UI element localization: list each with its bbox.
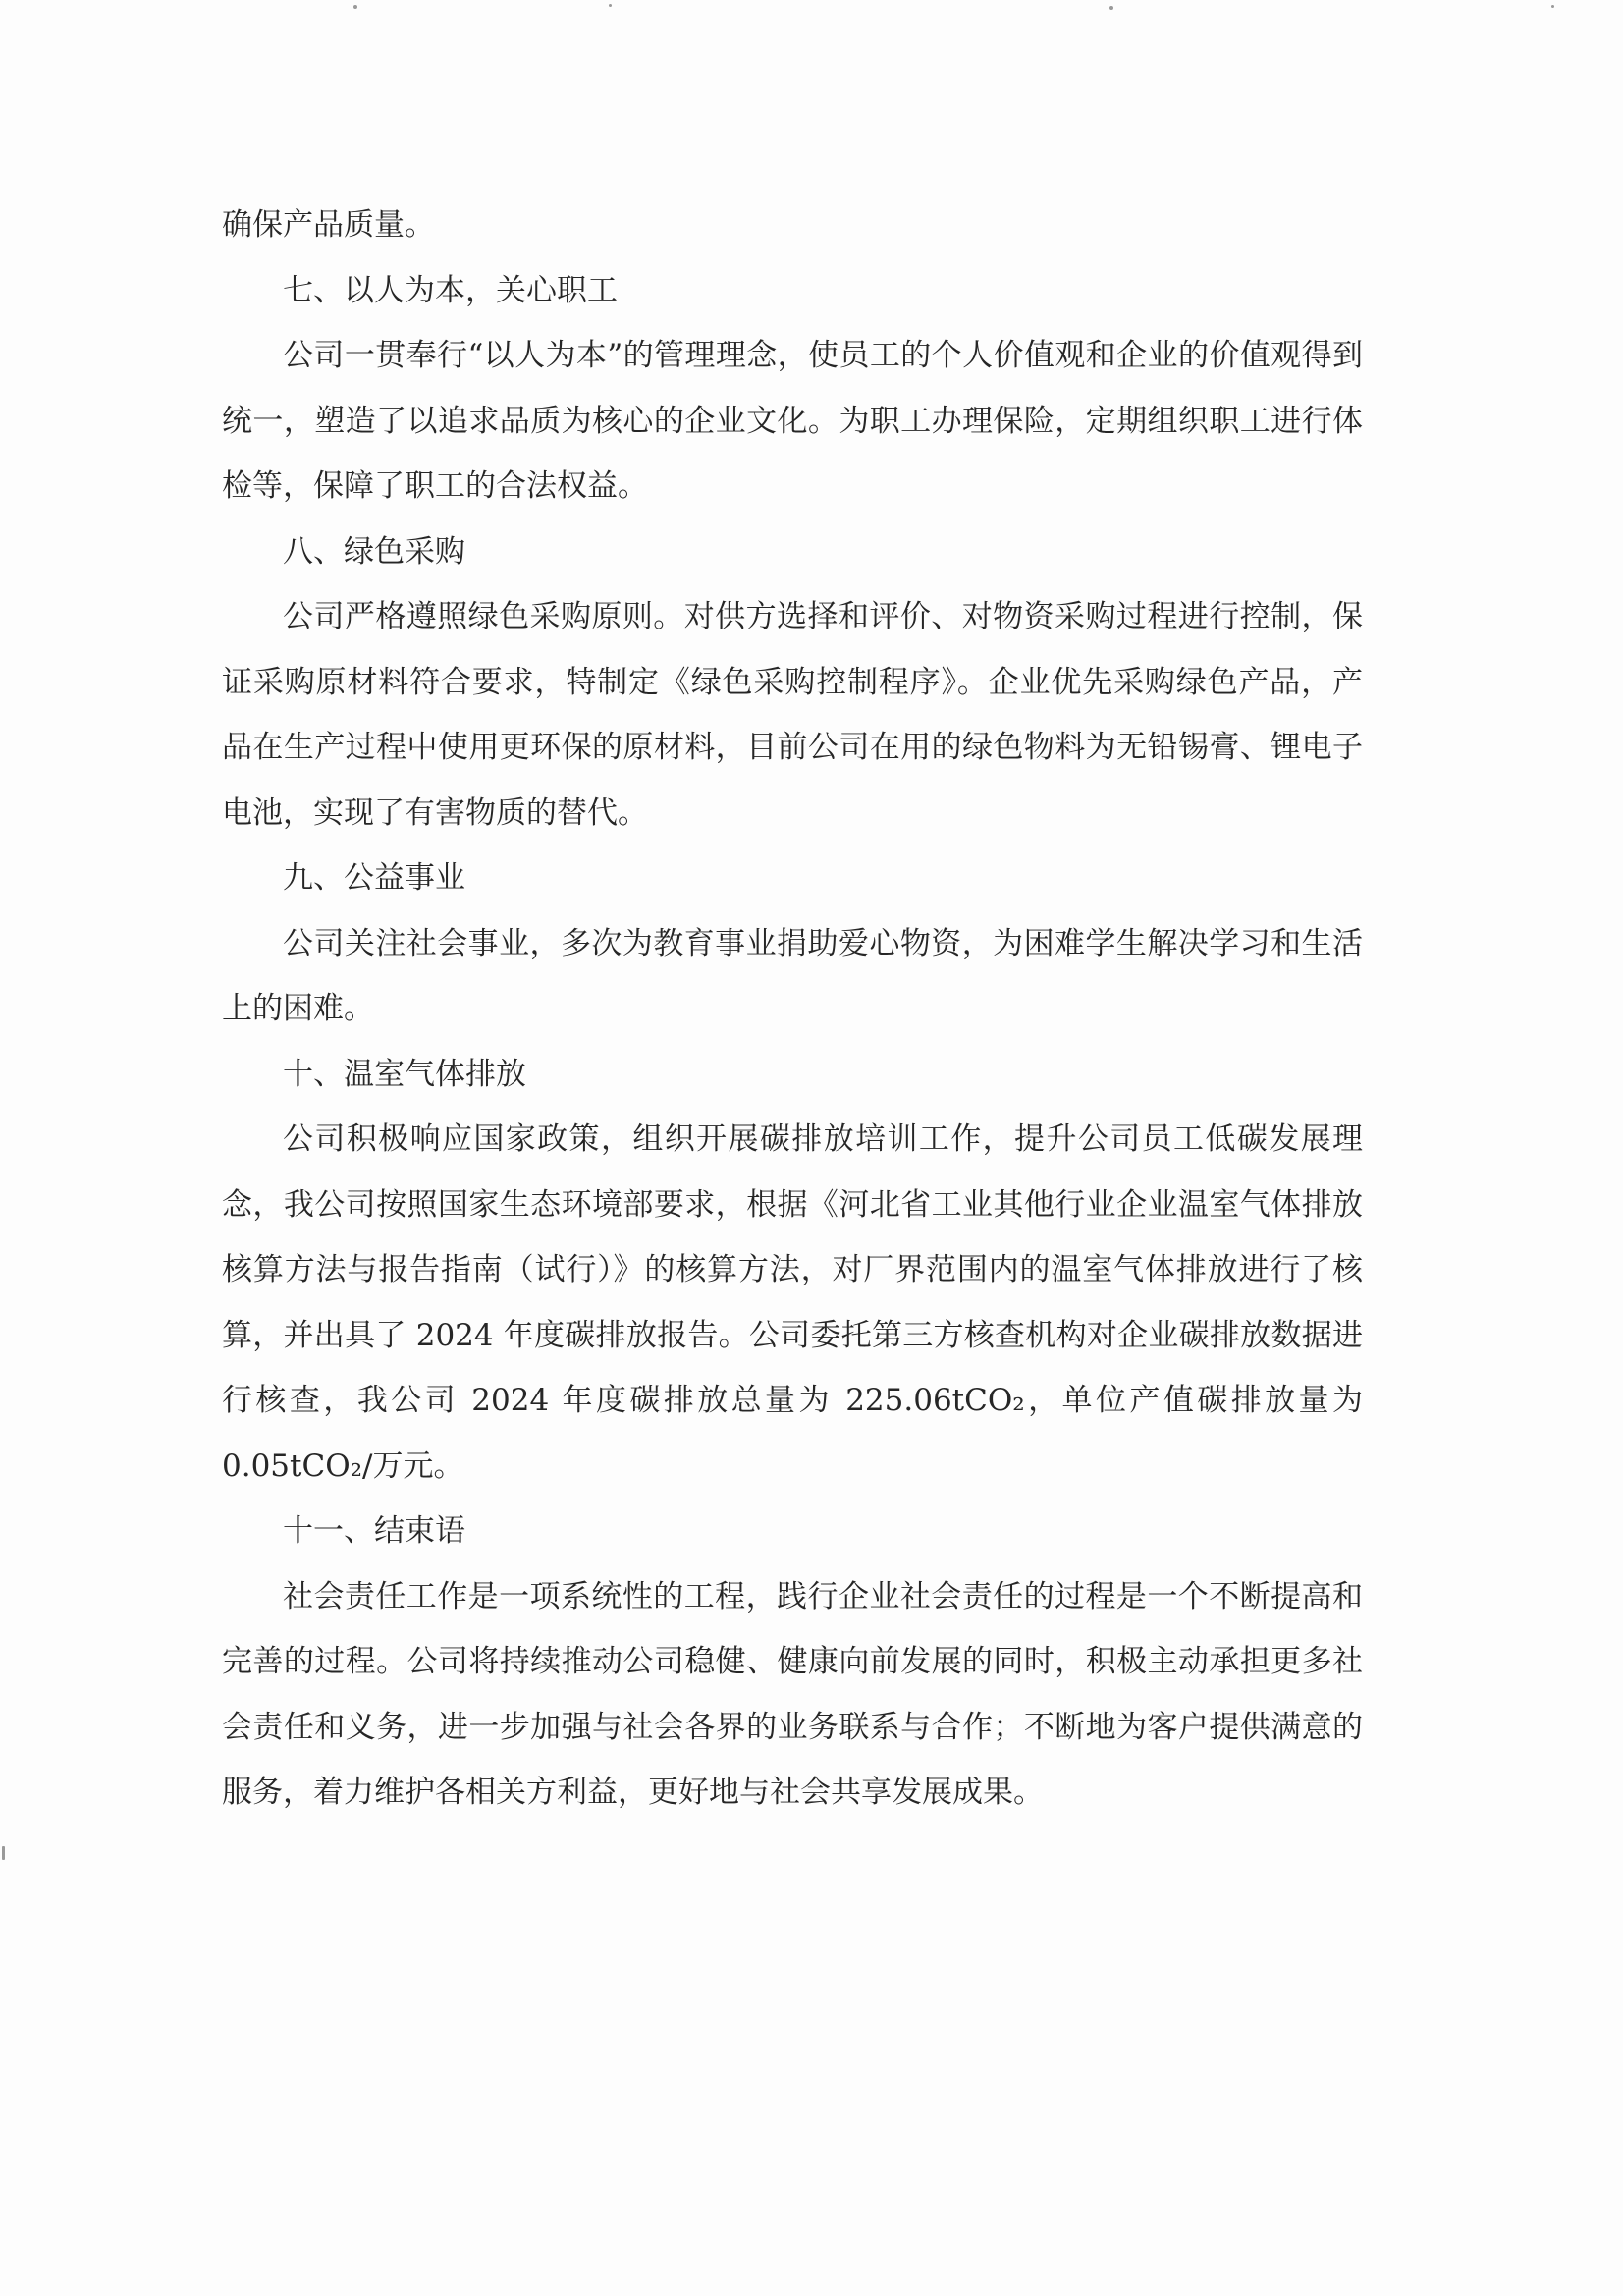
scan-speck <box>1551 5 1554 8</box>
section-heading-7: 七、以人为本，关心职工 <box>283 272 618 308</box>
document-body <box>222 192 1363 1826</box>
section-paragraph-8: 公司严格遵照绿色采购原则。对供方选择和评价、对物资采购过程进行控制，保证采购原材料符合要求，特制定《绿色采购控制程序》。企业优先采购绿色产品，产品在生产过程中使用更环保的原材料，目前公司在用的绿色物料为无铅锡膏、锂电子电池，实现了有害物质的替代。 <box>222 599 1363 831</box>
scan-speck <box>2 1846 5 1860</box>
section-paragraph-11: 社会责任工作是一项系统性的工程，践行企业社会责任的过程是一个不断提高和完善的过程。公司将持续推动公司稳健、健康向前发展的同时，积极主动承担更多社会责任和义务，进一步加强与社会各界的业务联系与合作；不断地为客户提供满意的服务，着力维护各相关方利益，更好地与社会共享发展成果。 <box>222 1578 1363 1810</box>
section-heading-11: 十一、结束语 <box>283 1513 465 1549</box>
section-paragraph-7: 公司一贯奉行“以人为本”的管理理念，使员工的个人价值观和企业的价值观得到统一，塑造了以追求品质为核心的企业文化。为职工办理保险，定期组织职工进行体检等，保障了职工的合法权益。 <box>222 338 1363 504</box>
scan-speck <box>1109 6 1113 10</box>
scan-speck <box>353 5 357 9</box>
continuation-text: 确保产品质量。 <box>222 207 435 243</box>
section-heading-9: 九、公益事业 <box>283 860 465 896</box>
section-paragraph-9: 公司关注社会事业，多次为教育事业捐助爱心物资，为困难学生解决学习和生活上的困难。 <box>222 925 1363 1026</box>
scan-speck <box>609 4 612 7</box>
section-paragraph-10: 公司积极响应国家政策，组织开展碳排放培训工作，提升公司员工低碳发展理念，我公司按照国家生态环境部要求，根据《河北省工业其他行业企业温室气体排放核算方法与报告指南（试行）》的核算方法，对厂界范围内的温室气体排放进行了核算，并出具了 2024 年度碳排放报告。公司委托第三方核查机构对企业碳排放数据进行核查，我公司 2024 年度碳排放总量为 225.06tCO₂，单位产值碳排放量为 0.05tCO₂/万元。 <box>222 1121 1363 1484</box>
section-heading-8: 八、绿色采购 <box>283 533 465 570</box>
section-heading-10: 十、温室气体排放 <box>283 1056 526 1092</box>
